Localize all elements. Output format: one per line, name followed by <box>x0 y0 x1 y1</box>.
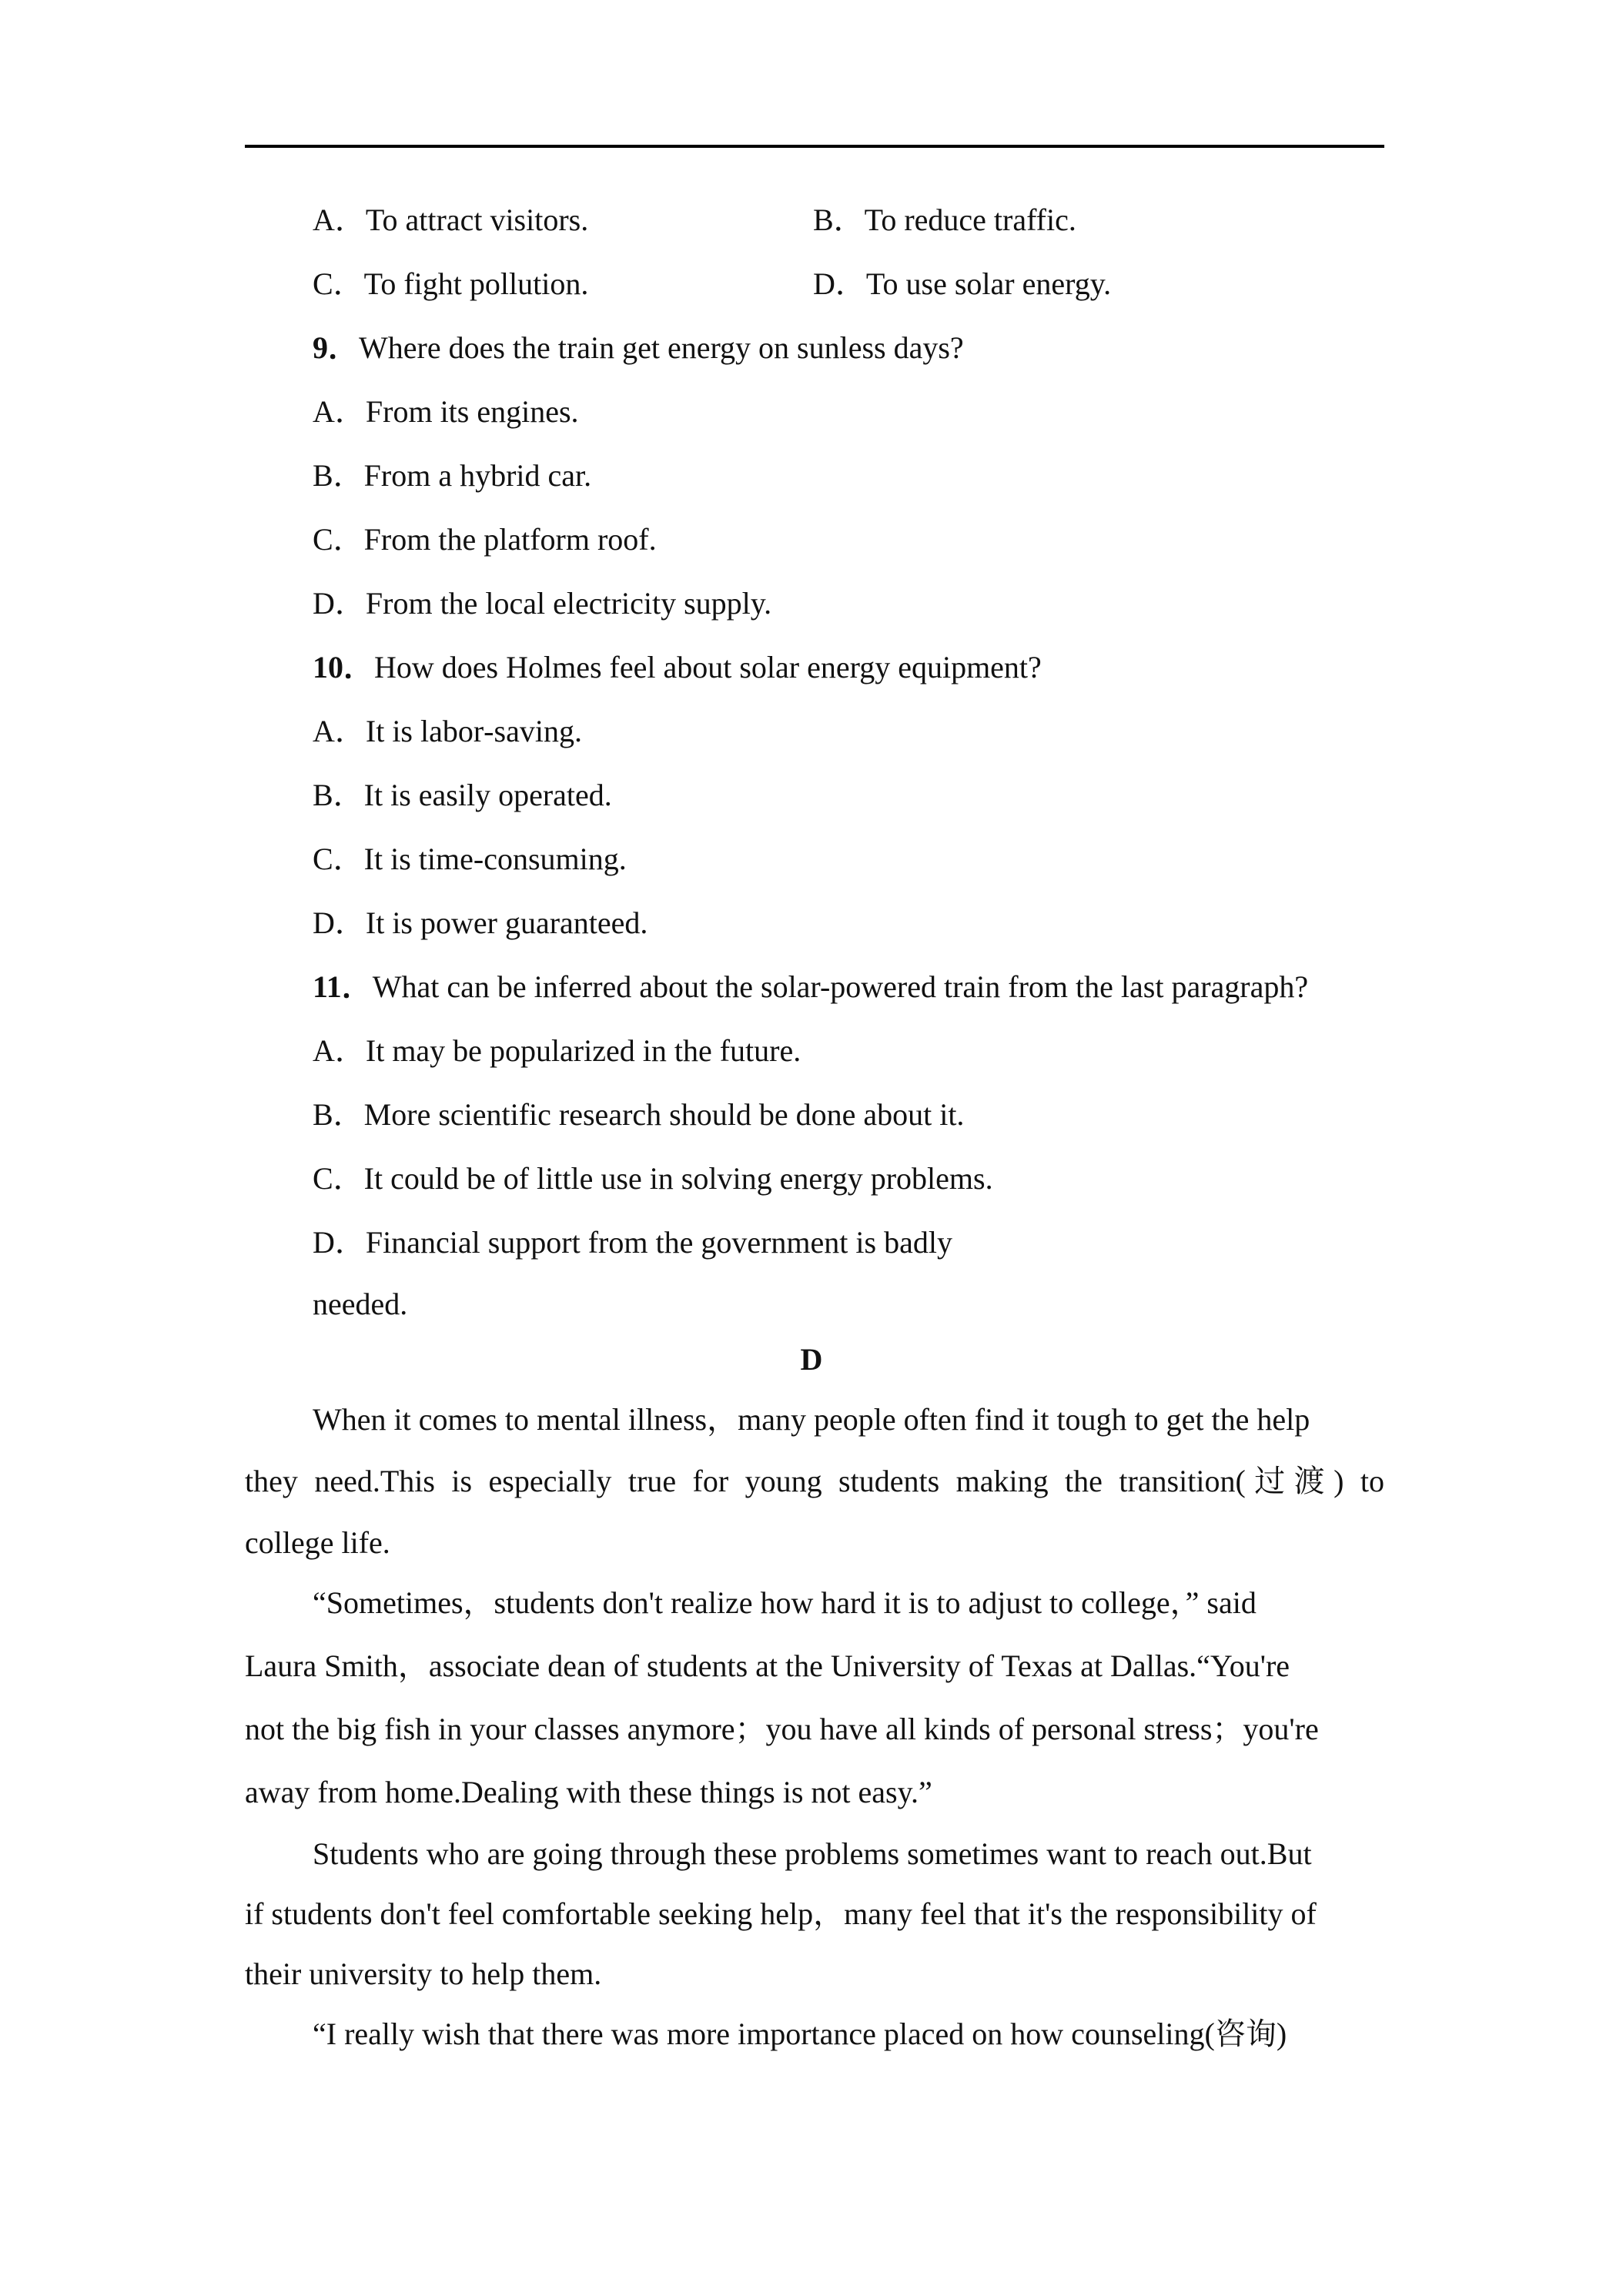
question-10-number: 10． <box>313 650 374 684</box>
q11-option-b: B．More scientific research should be done about it. <box>313 1097 965 1132</box>
q10-option-d: D．It is power guaranteed. <box>313 905 648 940</box>
question-11-number: 11． <box>313 969 373 1004</box>
q11-option-d-continued: needed. <box>313 1287 408 1321</box>
q11-option-c: C．It could be of little use in solving energy problems. <box>313 1161 993 1196</box>
paragraph-3-line-1: Students who are going through these problems sometimes want to reach out.But <box>313 1836 1312 1871</box>
paragraph-2-line-1: “Sometimes，students don't realize how hard it is to adjust to college，” said <box>313 1585 1257 1620</box>
header-rule <box>245 145 1384 148</box>
q8-option-a: A．To attract visitors. <box>313 202 589 237</box>
q9-option-d: D．From the local electricity supply. <box>313 586 772 621</box>
q10-option-a: A．It is labor‑saving. <box>313 714 582 748</box>
q9-option-b: B．From a hybrid car. <box>313 458 592 493</box>
question-9 <box>313 330 964 366</box>
q8-option-d: D．To use solar energy. <box>813 266 1112 301</box>
paragraph-2-line-3: not the big fish in your classes anymore；you have all kinds of personal stress；you're <box>245 1712 1319 1746</box>
q10-option-c: C．It is time‑consuming. <box>313 842 627 876</box>
question-11-text: What can be inferred about the solar-powered train from the last paragraph? <box>372 969 1309 1004</box>
q11-option-a: A．It may be popularized in the future. <box>313 1033 801 1068</box>
question-11 <box>313 969 1308 1006</box>
q8-option-b: B．To reduce traffic. <box>813 202 1076 237</box>
question-10 <box>313 649 1042 686</box>
paragraph-1-line-1: When it comes to mental illness，many people often find it tough to get the help <box>313 1402 1310 1437</box>
question-9-text: Where does the train get energy on sunless days? <box>359 330 964 365</box>
paragraph-1-line-3: college life. <box>245 1525 390 1560</box>
section-heading-d: D <box>800 1342 823 1377</box>
paragraph-3-line-3: their university to help them. <box>245 1956 602 1991</box>
question-10-text: How does Holmes feel about solar energy equipment? <box>374 650 1042 684</box>
q10-option-b: B．It is easily operated. <box>313 778 612 812</box>
q8-option-c: C．To fight pollution. <box>313 266 589 301</box>
q9-option-a: A．From its engines. <box>313 394 579 429</box>
question-9-number: 9． <box>313 330 359 365</box>
paragraph-2-line-4: away from home.Dealing with these things is not easy.” <box>245 1775 932 1809</box>
paragraph-4-line-1: “I really wish that there was more importance placed on how counseling(咨询) <box>313 2017 1287 2051</box>
paragraph-3-line-2: if students don't feel comfortable seeking help，many feel that it's the responsibility of <box>245 1896 1317 1931</box>
paragraph-2-line-2: Laura Smith，associate dean of students at the University of Texas at Dallas.“You're <box>245 1648 1290 1683</box>
paragraph-1-line-2: they need.This is especially true for young students making the transition(过渡) to <box>245 1464 1384 1498</box>
q9-option-c: C．From the platform roof. <box>313 522 657 557</box>
q11-option-d: D．Financial support from the government is badly <box>313 1225 952 1260</box>
